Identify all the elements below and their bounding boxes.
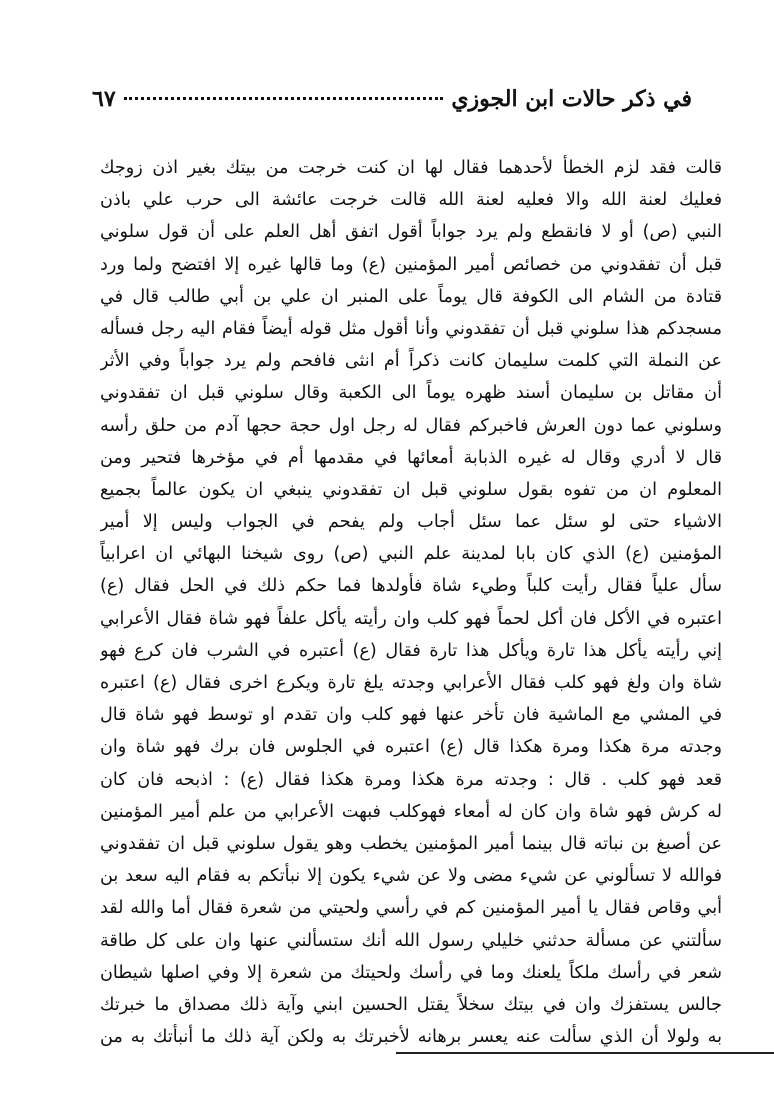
text-line: اعتبره في الأكل فان أكل لحماً فهو كلب وان رأيته يأكل علفاً فهو شاة فقال الأعرابي: [100, 608, 722, 629]
text-line: إني رأيته يأكل هذا تارة ويأكل هذا تارة فقال (ع) أعتبره في الشرب فان كرع فهو: [100, 640, 722, 661]
text-line: في المشي مع الماشية فان تأخر عنها فهو كلب وان تقدم او توسط فهو شاة قال: [100, 705, 722, 726]
running-header: [92, 86, 692, 126]
chapter-title: في ذكر حالات ابن الجوزي: [451, 86, 692, 112]
text-line: قال لا أدري وقال له غيره الذبابة أمعائها في مقدمها أم في مؤخرها فتحير ومن: [100, 447, 722, 468]
text-line: قتادة من الشام الى الكوفة قال يوماً على المنبر ان علي بن أبي طالب قال في: [100, 286, 722, 307]
text-line: وجدته مرة هكذا ومرة هكذا قال (ع) اعتبره في الجلوس فان برك فهو شاة وان: [100, 737, 722, 758]
text-line: المعلوم ان من تفوه بقول سلوني قبل ان تفقدوني ينبغي ان يكون عالماً بجميع: [100, 479, 722, 500]
text-line: قبل أن تفقدوني من خصائص أمير المؤمنين (ع) وما قالها غيره إلا افتضح ولما ورد: [100, 254, 722, 275]
text-line: قعد فهو كلب . قال : وجدته مرة هكذا ومرة هكذا فقال (ع) : اذبحه فان كان: [100, 769, 722, 790]
text-line: أبي وقاص فقال يا أمير المؤمنين كم في رأسي ولحيتي من شعرة فقال أما والله لقد: [100, 898, 722, 919]
text-line: شعر في رأسك ملكاً يلعنك وما في رأسك ولحيتك من شعرة إلا وفي اصلها شيطان: [100, 962, 722, 983]
text-line: سألتني عن مسألة حدثني خليلي رسول الله أنك ستسألني عنها وان على كل طاقة: [100, 930, 722, 951]
text-line: مسجدكم هذا سلوني قبل أن تفقدوني وأنا أقول مثل قوله أيضاً فقام اليه رجل فسأله: [100, 318, 722, 339]
text-line: له كرش فهو شاة وان كان له أمعاء فهوكلب فبهت الأعرابي من علم أمير المؤمنين: [100, 801, 722, 822]
text-line: أن مقاتل بن سليمان أسند ظهره يوماً الى الكعبة وقال سلوني قبل ان تفقدوني: [100, 383, 722, 404]
text-line: الاشياء حتى لو سئل عما سئل أجاب ولم يفحم في الجواب وليس إلا أمير: [100, 512, 722, 533]
page-number: ٦٧: [92, 86, 116, 112]
text-line: النبي (ص) أو لا فانقطع ولم يرد جواباً أقول اتفق أهل العلم على أن قول سلوني: [100, 222, 722, 243]
text-line: عن أصبغ بن نباته قال بينما أمير المؤمنين يخطب وهو يقول سلوني قبل ان تفقدوني: [100, 833, 722, 854]
text-line: قالت فقد لزم الخطأ لأحدهما فقال لها ان كنت خرجت من بيتك بغير اذن زوجك: [100, 158, 722, 178]
text-line: وسلوني عما دون العرش فاخبركم فقال له رجل اول حجة حجها آدم من حلق رأسه: [100, 415, 722, 436]
text-line: سأل علياً فقال رأيت كلباً وطيء شاة فأولدها فما حكم ذلك في الحل فقال (ع): [100, 576, 722, 597]
leader-dots: [124, 97, 444, 100]
text-line: فعليك لعنة الله والا فعليه لعنة الله قالت خرجت عائشة الى حرب علي باذن: [100, 190, 722, 211]
page-body: [100, 152, 722, 1053]
text-line: شاة وان ولغ فهو كلب فقال الأعرابي وجدته يلغ تارة ويكرع اخرى فقال (ع) اعتبره: [100, 673, 722, 693]
page-bottom-rule: [396, 1052, 774, 1054]
text-line: المؤمنين (ع) الذي كان بابا لمدينة علم النبي (ص) روى شيخنا البهائي ان اعرابياً: [100, 544, 722, 565]
text-line: عن النملة التي كلمت سليمان كانت ذكراً أم انثى فافحم ولم يرد جواباً وفي الأثر: [100, 351, 722, 372]
text-line: فوالله لا تسألوني عن شيء مضى ولا عن شيء يكون إلا نبأتكم به فقام اليه سعد بن: [100, 866, 722, 887]
text-line: به ولولا أن الذي سألت عنه يعسر برهانه لأخبرتك به ولكن آية ذلك ما أنبأتك به من: [100, 1027, 722, 1048]
text-line: جالس يستفزك وان في بيتك سخلاً يقتل الحسين ابني وآية ذلك مصداق ما خبرتك: [100, 994, 722, 1015]
